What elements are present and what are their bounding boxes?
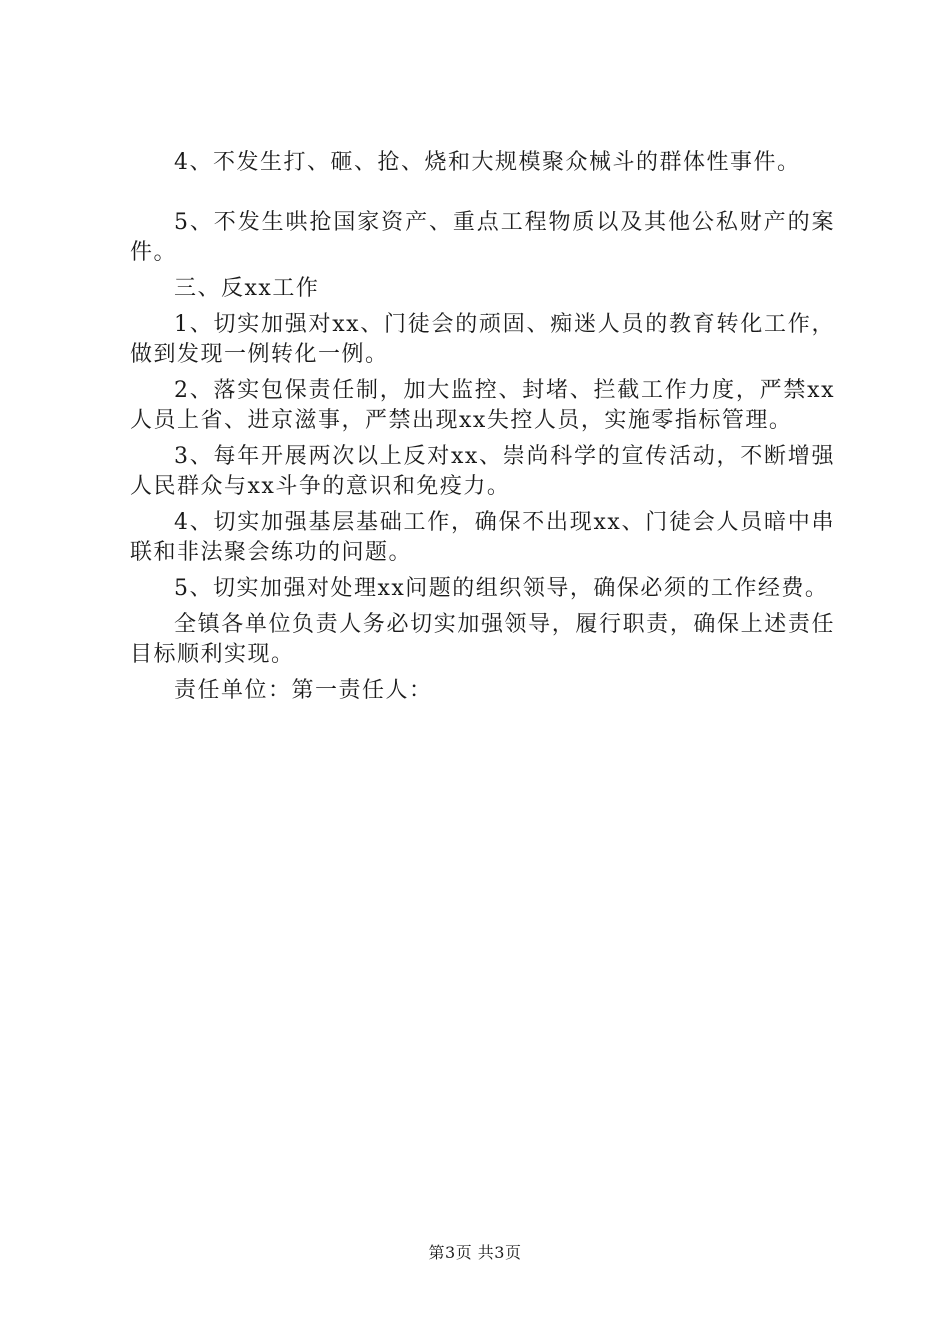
paragraph-item-4-mass-incidents: 4、不发生打、砸、抢、烧和大规模聚众械斗的群体性事件。 — [174, 150, 801, 175]
paragraph-item-5-property-looting: 5、不发生哄抢国家资产、重点工程物质以及其他公私财产的案件。 — [130, 210, 835, 265]
document-body — [130, 148, 835, 712]
paragraph-item-4-grassroots: 4、切实加强基层基础工作，确保不出现xx、门徒会人员暗中串联和非法聚会练功的问题。 — [130, 510, 835, 565]
section-heading-3: 三、反xx工作 — [174, 276, 320, 301]
signature-line: 责任单位：第一责任人： — [174, 678, 433, 703]
page-indicator: 第3页 共3页 — [428, 1243, 522, 1262]
paragraph-item-3-publicity: 3、每年开展两次以上反对xx、崇尚科学的宣传活动，不断增强人民群众与xx斗争的意识和免疫力。 — [130, 444, 835, 499]
paragraph-item-5-leadership: 5、切实加强对处理xx问题的组织领导，确保必须的工作经费。 — [174, 576, 829, 601]
paragraph-item-1-education: 1、切实加强对xx、门徒会的顽固、痴迷人员的教育转化工作，做到发现一例转化一例。 — [130, 312, 835, 367]
page-footer — [0, 1243, 950, 1263]
paragraph-closing-statement: 全镇各单位负责人务必切实加强领导，履行职责，确保上述责任目标顺利实现。 — [130, 612, 835, 667]
paragraph-item-2-responsibility: 2、落实包保责任制，加大监控、封堵、拦截工作力度，严禁xx人员上省、进京滋事，严禁出现xx失控人员，实施零指标管理。 — [130, 378, 835, 433]
